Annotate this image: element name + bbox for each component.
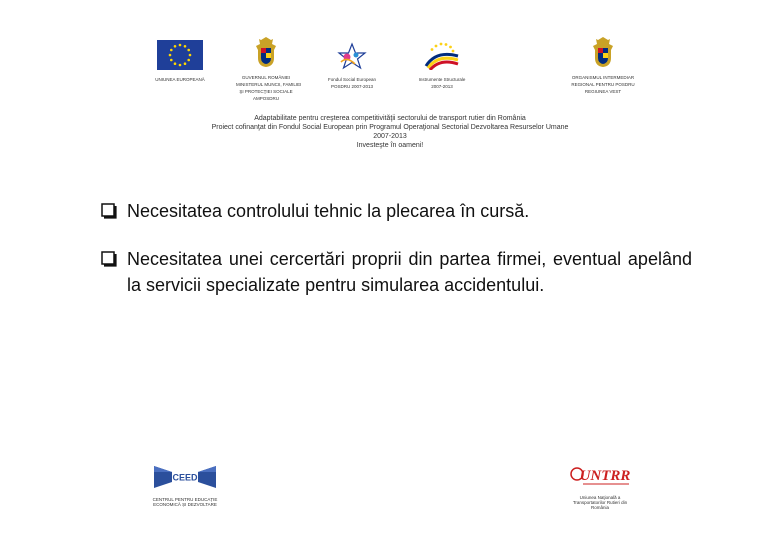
- eu-logo: [154, 40, 206, 82]
- untrr-emblem-icon: [569, 460, 631, 490]
- header-logo-row: [0, 36, 780, 101]
- untrr-caption-3: România: [590, 505, 609, 510]
- untrr-logo: [566, 460, 634, 510]
- fse-logo: [320, 42, 384, 89]
- project-description: [160, 114, 620, 150]
- instruments-caption-1: Instrumente Structurale: [418, 77, 466, 82]
- ceed-logo: [148, 462, 222, 507]
- checkbox-bullet-icon: [101, 251, 117, 267]
- ceed-caption-1: CENTRUL PENTRU EDUCAȚIE: [152, 497, 218, 502]
- bullet-text: Necesitatea unei cercertări proprii din partea firmei, eventual apelând la servicii specializate pentru simularea accidentului.: [127, 249, 692, 295]
- ministry-logo: [236, 36, 302, 101]
- ministry-caption-4: AMPOSDRU: [252, 96, 279, 101]
- project-cofinance: Proiect cofinanţat din Fondul Social European prin Programul Operaţional Sectorial Dezvoltarea Resurselor Umane: [211, 124, 569, 131]
- instruments-caption-2: 2007-2013: [431, 84, 453, 89]
- romania-coat-of-arms-icon: [254, 36, 278, 68]
- instruments-structurale-icon: [422, 40, 462, 70]
- ceed-emblem-icon: [152, 462, 218, 492]
- bullet-item: [100, 198, 692, 224]
- instruments-logo: [410, 40, 474, 89]
- oi-caption-2: REGIONAL PENTRU POSDRU: [571, 82, 635, 87]
- ministry-caption-1: GUVERNUL ROMÂNIEI: [241, 75, 291, 80]
- romania-coat-of-arms-icon-2: [591, 36, 615, 68]
- project-slogan: Investeşte în oameni!: [356, 142, 424, 149]
- oi-caption-1: ORGANISMUL INTERMEDIAR: [571, 75, 635, 80]
- bullet-item: [100, 246, 692, 298]
- ministry-caption-3: ŞI PROTECŢIEI SOCIALE: [239, 89, 293, 94]
- ceed-caption-2: ECONOMICĂ ȘI DEZVOLTARE: [153, 502, 217, 507]
- ceed-logo-title: CEED: [172, 472, 198, 483]
- eu-caption: UNIUNEA EUROPEANĂ: [155, 77, 205, 82]
- fse-caption-2: POSDRU 2007-2013: [330, 84, 374, 89]
- fse-caption-1: Fondul Social European: [327, 77, 377, 82]
- checkbox-bullet-icon: [101, 203, 117, 219]
- fse-star-icon: [335, 42, 369, 70]
- project-period: 2007-2013: [373, 133, 407, 140]
- bullet-text: Necesitatea controlului tehnic la plecarea în cursă.: [127, 201, 530, 221]
- oi-logo: [568, 36, 638, 94]
- eu-flag-icon: [157, 40, 203, 70]
- ministry-caption-2: MINISTERUL MUNCII, FAMILIEI: [236, 82, 302, 87]
- project-title: Adaptabilitate pentru creşterea competitivităţii sectorului de transport rutier din România: [254, 115, 526, 122]
- bullet-list: [100, 198, 692, 298]
- oi-caption-3: REGIUNEA VEST: [584, 89, 622, 94]
- untrr-caption-2: Transportatorilor Rutieri din: [572, 500, 628, 505]
- untrr-caption-1: Uniunea Naţională a: [579, 495, 621, 500]
- untrr-logo-title: UNTRR: [579, 468, 631, 484]
